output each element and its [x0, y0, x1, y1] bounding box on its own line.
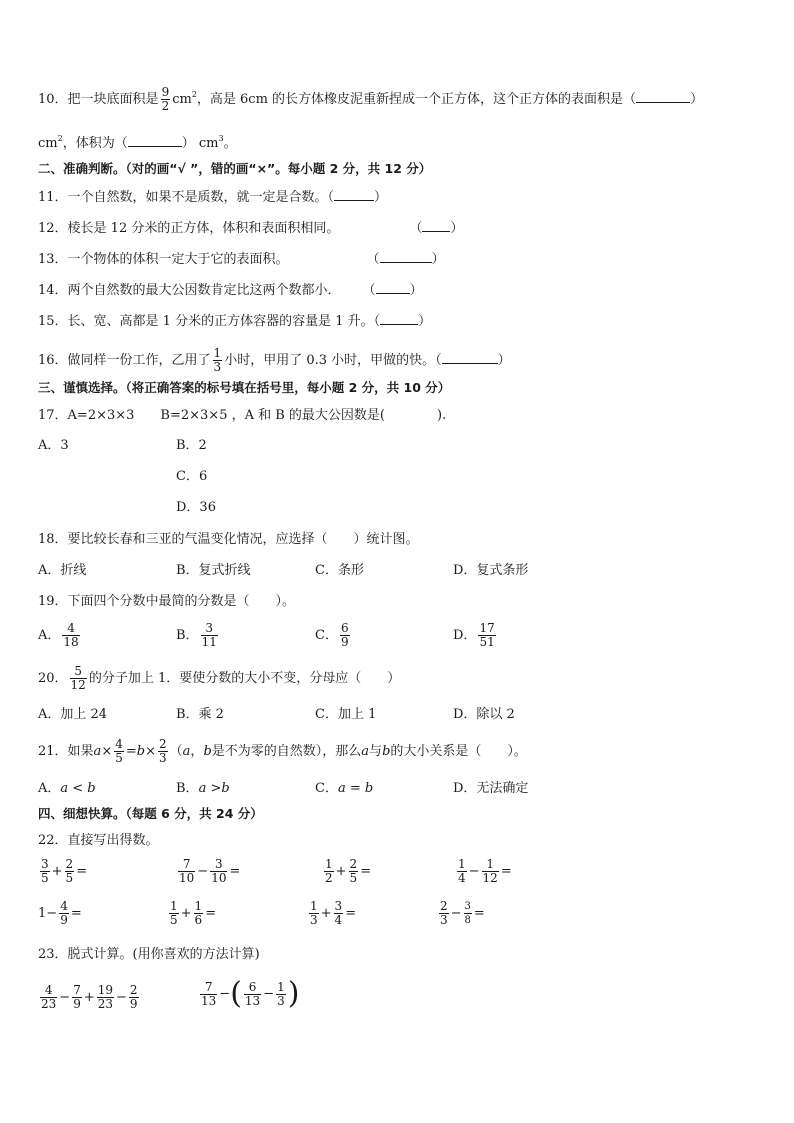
fraction: $\frac{4}{5}$ — [115, 737, 123, 765]
option-a[interactable]: A．3 — [38, 438, 69, 453]
expression-7: $\frac{1}{3}$ + $\frac{3}{4}$ = — [310, 899, 357, 927]
answer-blank[interactable] — [442, 352, 498, 364]
section-3-title: 三、谨慎选择。（将正确答案的标号填在括号里，每小题 2 分，共 10 分） — [38, 380, 451, 395]
option-d[interactable]: D．36 — [176, 500, 216, 515]
question-16: 16．做同样一份工作，乙用了 $\frac{1}{3}$ 小时，甲用了 0.3 小时，甲做的快。（ ） — [38, 346, 511, 374]
answer-blank[interactable] — [636, 91, 690, 103]
option-c[interactable]: C．a = b — [315, 781, 374, 796]
expression-5: 1− $\frac{4}{9}$ = — [38, 899, 82, 927]
answer-blank[interactable] — [376, 282, 410, 294]
question-11: 11．一个自然数，如果不是质数，就一定是合数。（ ） — [38, 190, 388, 205]
option-a[interactable]: A．折线 — [38, 563, 87, 578]
question-15: 15．长、宽、高都是 1 分米的正方体容器的容量是 1 升。（ ） — [38, 314, 432, 329]
option-c[interactable]: C．条形 — [315, 563, 364, 578]
expression-2: $\frac{7}{10}$ − $\frac{3}{10}$ = — [179, 857, 241, 885]
option-b[interactable]: B． $\frac{3}{11}$ — [176, 621, 217, 649]
question-17: 17．A=2×3×3 B=2×3×5 ，A 和 B 的最大公因数是( ). — [38, 408, 447, 423]
question-14: 14．两个自然数的最大公因数肯定比这两个数都小． （ ） — [38, 283, 423, 298]
option-d[interactable]: D． $\frac{17}{51}$ — [453, 621, 495, 649]
question-13: 13．一个物体的体积一定大于它的表面积。 （ ） — [38, 252, 445, 267]
expression-4: $\frac{1}{4}$ − $\frac{1}{12}$ = — [458, 857, 512, 885]
fraction: $\frac{6}{9}$ — [340, 621, 349, 649]
question-21: 21．如果a× $\frac{4}{5}$ =b× $\frac{2}{3}$ （a，b是不为零的自然数），那么a与b的大小关系是（ ）。 — [38, 737, 527, 765]
option-a[interactable]: A． $\frac{4}{18}$ — [38, 621, 79, 649]
option-d[interactable]: D．无法确定 — [453, 781, 529, 796]
expression-8: $\frac{2}{3}$ − $\frac{3}{8}$ = — [440, 899, 485, 927]
question-number: 10． — [38, 92, 68, 107]
option-d[interactable]: D．复式条形 — [453, 563, 529, 578]
question-18: 18．要比较长春和三亚的气温变化情况，应选择（ ）统计图。 — [38, 532, 419, 547]
option-c[interactable]: C． $\frac{6}{9}$ — [315, 621, 349, 649]
question-10: 10．把一块底面积是 $\frac{9}{2}$ $cm^2$，高是 6cm 的长方体橡皮泥重新捏成一个正方体，这个正方体的表面积是（ ） — [38, 85, 704, 113]
option-a[interactable]: A．加上 24 — [38, 707, 108, 722]
fraction: $\frac{17}{51}$ — [479, 621, 495, 649]
option-b[interactable]: B．复式折线 — [176, 563, 251, 578]
answer-blank[interactable] — [128, 135, 182, 147]
expression-3: $\frac{1}{2}$ + $\frac{2}{5}$ = — [325, 857, 372, 885]
expression-calc-1: $\frac{4}{23}$ − $\frac{7}{9}$ + $\frac{19}{23}$ − $\frac{2}{9}$ — [41, 983, 138, 1011]
option-b[interactable]: B．a >b — [176, 781, 230, 796]
answer-blank[interactable] — [380, 313, 418, 325]
question-23: 23．脱式计算。(用你喜欢的方法计算) — [38, 947, 260, 962]
option-b[interactable]: B．2 — [176, 438, 207, 453]
expression-1: $\frac{3}{5}$ + $\frac{2}{5}$ = — [41, 857, 88, 885]
fraction: $\frac{1}{3}$ — [213, 346, 222, 374]
fraction: $\frac{5}{12}$ — [70, 664, 86, 692]
answer-blank[interactable] — [380, 251, 432, 263]
option-b[interactable]: B．乘 2 — [176, 707, 224, 722]
question-10-line-2: $cm^2$，体积为（ ） $cm^3$。 — [38, 134, 237, 151]
option-d[interactable]: D．除以 2 — [453, 707, 515, 722]
section-4-title: 四、细想快算。（每题 6 分，共 24 分） — [38, 806, 263, 821]
answer-blank[interactable] — [334, 189, 374, 201]
question-22: 22．直接写出得数。 — [38, 833, 159, 848]
fraction: $\frac{2}{3}$ — [159, 737, 167, 765]
question-19: 19．下面四个分数中最简的分数是（ ）。 — [38, 594, 296, 609]
expression-6: $\frac{1}{5}$ + $\frac{1}{6}$ = — [170, 899, 217, 927]
question-20: 20． $\frac{5}{12}$ 的分子加上 1．要使分数的大小不变，分母应（ ） — [38, 664, 401, 692]
fraction: $\frac{3}{11}$ — [201, 621, 217, 649]
option-c[interactable]: C．加上 1 — [315, 707, 377, 722]
fraction: $\frac{4}{18}$ — [63, 621, 79, 649]
expression-calc-2: $\frac{7}{13}$ −( $\frac{6}{13}$ − $\frac{1}{3}$ ) — [201, 976, 300, 1011]
option-c[interactable]: C．6 — [176, 469, 208, 484]
option-a[interactable]: A．a < b — [38, 781, 96, 796]
fraction: $\frac{9}{2}$ — [161, 85, 170, 113]
answer-blank[interactable] — [422, 220, 450, 232]
section-2-title: 二、准确判断。（对的画“√ ”，错的画“×”。每小题 2 分，共 12 分） — [38, 161, 432, 176]
question-12: 12．棱长是 12 分米的正方体，体积和表面积相同。 （ ） — [38, 221, 464, 236]
